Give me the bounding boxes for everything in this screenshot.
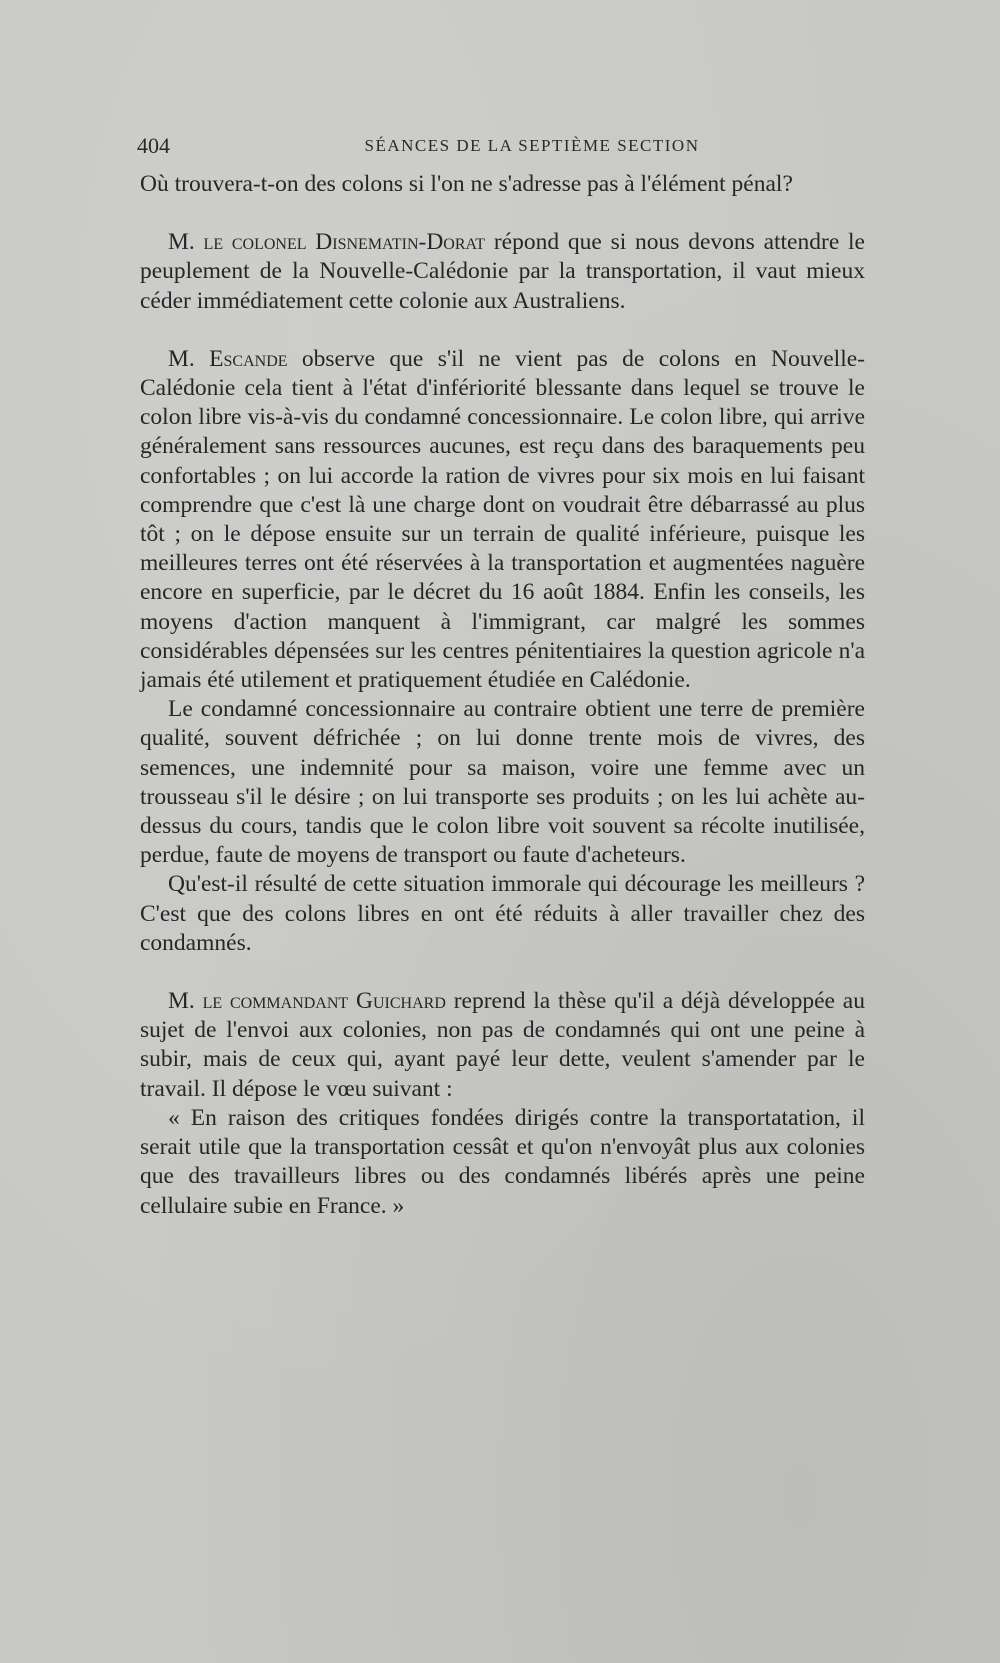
speaker-title: le commandant — [202, 988, 349, 1015]
speaker-name: Disnematin-Dorat — [306, 229, 486, 256]
speaker-name: Escande — [209, 345, 288, 372]
paragraph-3: M. Escande observe que s'il ne vient pas de colons en Nouvelle-Calédonie cela tient à l'état d'infériorité blessante dans lequel se trouve le colon libre vis-à-vis du condamné concessionnaire. Le colon libre, qui arrive généralement sans ressources aucunes, est reçu dans des baraquements peu confortables ; on lui accorde la ration de vivres pour six mois en lui faisant comprendre que c'est là une charge dont on voudrait être débarrassé au plus tôt ; on le dépose ensuite sur un terrain de qualité inférieure, puisque les meilleures terres ont été réservées à la transportation et augmentées naguère encore en superficie, par le décret du 16 août 1884. Enfin les conseils, les moyens d'action manquent à l'immigrant, car malgré les sommes considérables dépensées sur les centres pénitentiaires la question agricole n'a jamais été utilement et pratiquement étudiée en Calédonie. — [140, 345, 865, 694]
page-number: 404 — [137, 133, 170, 158]
paragraph-1: Où trouvera-t-on des colons si l'on ne s'adresse pas à l'élément pénal? — [140, 171, 793, 197]
speaker-name: Guichard — [348, 988, 446, 1015]
paragraph-5: Qu'est-il résulté de cette situation immorale qui décourage les meilleurs ? C'est que des colons libres en ont été réduits à aller travailler chez des condamnés. — [140, 871, 865, 956]
speaker-prefix: M. — [168, 229, 204, 256]
speaker-title: le colonel — [203, 229, 307, 256]
paragraph-4: Le condamné concessionnaire au contraire obtient une terre de première qualité, souvent défrichée ; on lui donne trente mois de vivres, des semences, une indemnité pour sa maison, voire une femme avec un trousseau s'il le désire ; on lui transporte ses produits ; on les lui achète au-dessus du cours, tandis que le colon libre voit souvent sa récolte inutilisée, perdue, faute de moyens de transport ou faute d'acheteurs. — [140, 696, 865, 869]
paragraph-7-quote: « En raison des critiques fondées dirigés contre la transportatation, il serait utile que la transportation cessât et qu'on n'envoyât plus aux colonies que des travailleurs libres ou des condamnés libérés après une peine cellulaire subie en France. » — [140, 1104, 865, 1219]
running-header — [137, 133, 867, 163]
running-title: SÉANCES DE LA SEPTIÈME SECTION — [364, 136, 700, 155]
paragraph-6: M. le commandant Guichard reprend la thèse qu'il a déjà développée au sujet de l'envoi aux colonies, non pas de condamnés qui ont une peine à subir, mais de ceux qui, ayant payé leur dette, veulent s'amender par le travail. Il dépose le vœu suivant : — [140, 988, 865, 1102]
speaker-prefix: M. — [168, 988, 203, 1015]
body-text — [140, 170, 865, 1221]
paragraph-2: M. le colonel Disnematin-Dorat répond que si nous devons attendre le peuplement de la Nouvelle-Calédonie par la transportation, il vaut mieux céder immédiatement cette colonie aux Australiens. — [140, 229, 865, 314]
speaker-prefix: M. — [168, 345, 210, 372]
